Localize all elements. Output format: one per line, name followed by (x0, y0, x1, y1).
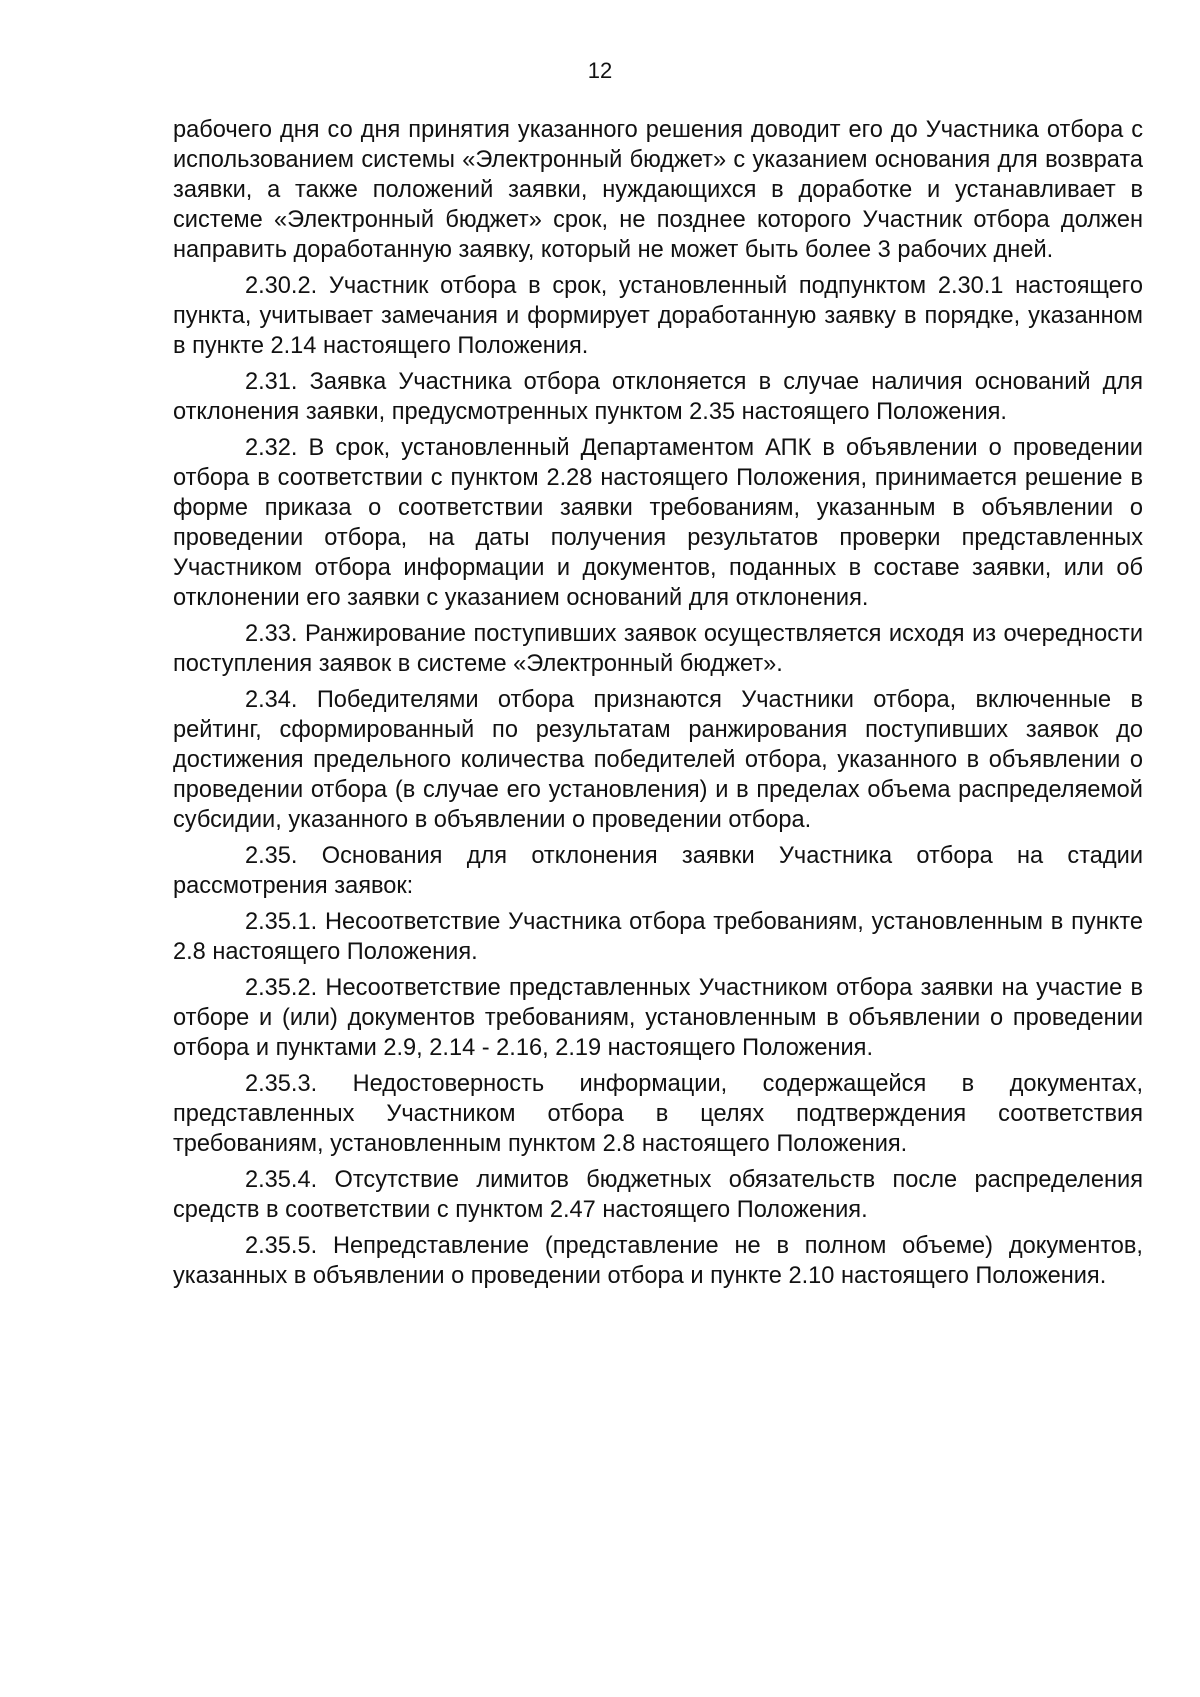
paragraph-continuation: рабочего дня со дня принятия указанного решения доводит его до Участника отбора с использованием системы «Электронный бюджет» с указанием основания для возврата заявки, а также положений заявки, нуждающихся в доработке и устанавливает в системе «Электронный бюджет» срок, не позднее которого Участник отбора должен направить доработанную заявку, который не может быть более 3 рабочих дней. (173, 117, 1143, 263)
paragraph-2-34: 2.34. Победителями отбора признаются Участники отбора, включенные в рейтинг, сформированный по результатам ранжирования поступивших заявок до достижения предельного количества победителей отбора, указанного в объявлении о проведении отбора (в случае его установления) и в пределах объема распределяемой субсидии, указанного в объявлении о проведении отбора. (173, 687, 1143, 833)
paragraph-2-35-3: 2.35.3. Недостоверность информации, содержащейся в документах, представленных Участником отбора в целях подтверждения соответствия требованиям, установленным пунктом 2.8 настоящего Положения. (173, 1071, 1143, 1157)
paragraph-2-35-2: 2.35.2. Несоответствие представленных Участником отбора заявки на участие в отборе и (или) документов требованиям, установленным в объявлении о проведении отбора и пунктами 2.9, 2.14 - 2.16, 2.19 настоящего Положения. (173, 975, 1143, 1061)
paragraph-2-35-5: 2.35.5. Непредставление (представление не в полном объеме) документов, указанных в объявлении о проведении отбора и пункте 2.10 настоящего Положения. (173, 1233, 1143, 1289)
paragraph-2-35-4: 2.35.4. Отсутствие лимитов бюджетных обязательств после распределения средств в соответствии с пунктом 2.47 настоящего Положения. (173, 1167, 1143, 1223)
paragraph-2-35-1: 2.35.1. Несоответствие Участника отбора требованиям, установленным в пункте 2.8 настоящего Положения. (173, 909, 1143, 965)
paragraph-2-33: 2.33. Ранжирование поступивших заявок осуществляется исходя из очередности поступления заявок в системе «Электронный бюджет». (173, 621, 1143, 677)
paragraph-2-32: 2.32. В срок, установленный Департаментом АПК в объявлении о проведении отбора в соответствии с пунктом 2.28 настоящего Положения, принимается решение в форме приказа о соответствии заявки требованиям, указанным в объявлении о проведении отбора, на даты получения результатов проверки представленных Участником отбора информации и документов, поданных в составе заявки, или об отклонении его заявки с указанием оснований для отклонения. (173, 435, 1143, 611)
paragraph-2-31: 2.31. Заявка Участника отбора отклоняется в случае наличия оснований для отклонения заявки, предусмотренных пунктом 2.35 настоящего Положения. (173, 369, 1143, 425)
paragraph-2-35: 2.35. Основания для отклонения заявки Участника отбора на стадии рассмотрения заявок: (173, 843, 1143, 899)
page-number: 12 (587, 58, 613, 83)
paragraph-2-30-2: 2.30.2. Участник отбора в срок, установленный подпунктом 2.30.1 настоящего пункта, учитывает замечания и формирует доработанную заявку в порядке, указанном в пункте 2.14 настоящего Положения. (173, 273, 1143, 359)
document-body (173, 115, 1143, 1297)
